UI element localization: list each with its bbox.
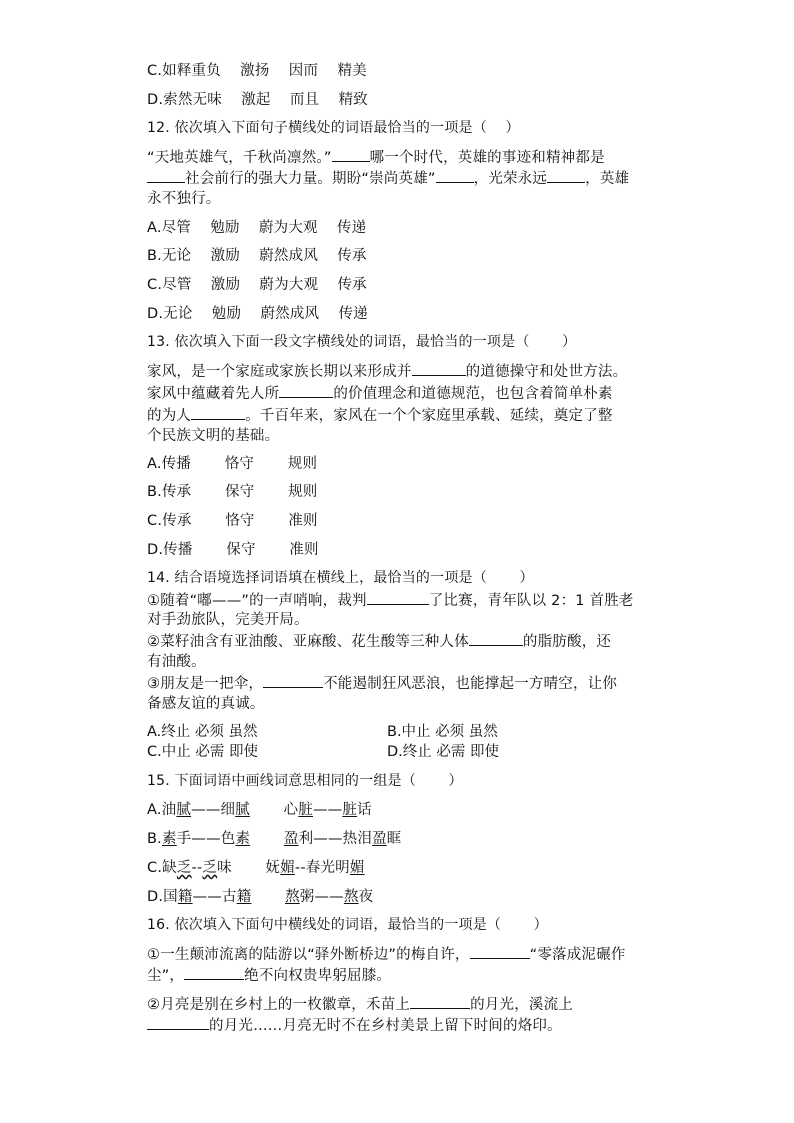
q15-option-a: A.油腻——细腻 心脏——脏话 [147,802,372,818]
answer-blank [436,168,474,183]
q14-stem: 14. 结合语境选择词语填在横线上，最恰当的一项是（ ） [147,570,534,586]
q12-option-a: A.尽管 勉励 蔚为大观 传递 [147,220,367,236]
q15-option-d: D.国籍——古籍 熬粥——熬夜 [147,889,374,905]
answer-blank [469,631,523,646]
answer-blank [332,147,370,162]
q11-option-d: D.索然无味 激起 而且 精致 [147,92,368,108]
q12-stem: 12. 依次填入下面句子横线处的词语最恰当的一项是（ ） [147,120,520,136]
q15-stem: 15. 下面词语中画线词意思相同的一组是（ ） [147,773,463,789]
q13-passage-line1: 家风，是一个家庭或家族长期以来形成并 的道德操守和处世方法。 [147,361,627,382]
answer-blank [184,965,244,980]
q14-option-c: C.中止 必需 即使 [147,744,258,760]
answer-blank [412,361,466,376]
q14-sentence3-line1: ③朋友是一把伞， 不能遏制狂风恶浪，也能撑起一方晴空，让你 [147,673,617,694]
q16-stem: 16. 依次填入下面句中横线处的词语，最恰当的一项是（ ） [147,917,548,933]
q16-sentence2-line1: ②月亮是别在乡村上的一枚徽章，禾苗上 的月光，溪流上 [147,994,573,1015]
q13-option-c: C.传承 恪守 准则 [147,513,318,529]
q13-option-d: D.传播 保守 准则 [147,542,319,558]
answer-blank [547,168,585,183]
q13-passage-line4: 个民族文明的基础。 [147,428,280,444]
answer-blank [191,405,245,420]
answer-blank [147,168,185,183]
q13-passage-line3: 的为人 。千百年来，家风在一个个家庭里承载、延续，奠定了整 [147,405,613,426]
q14-sentence1-line2: 对手劲旅队，完美开局。 [147,612,309,628]
q14-option-a: A.终止 必须 虽然 [147,724,258,740]
q14-sentence2-line1: ②菜籽油含有亚油酸、亚麻酸、花生酸等三种人体 的脂肪酸，还 [147,631,611,652]
q13-passage-line2: 家风中蕴藏着先人所 的价值理念和道德规范，也包含着简单朴素 [147,383,613,404]
q14-sentence1-line1: ①随着“嘟——”的一声哨响，裁判 了比赛，青年队以 2：1 首胜老 [147,590,634,611]
answer-blank [410,994,470,1009]
q14-options-row2 [147,742,499,762]
q14-sentence3-line2: 备感友谊的真诚。 [147,696,265,712]
q16-sentence1-line2: 尘”， 绝不向权贵卑躬屈膝。 [147,965,391,986]
q12-option-c: C.尽管 激励 蔚为大观 传承 [147,277,367,293]
answer-blank [279,383,333,398]
q14-sentence2-line2: 有油酸。 [147,654,206,670]
q13-option-a: A.传播 恪守 规则 [147,456,318,472]
answer-blank [147,1015,209,1030]
q13-stem: 13. 依次填入下面一段文字横线处的词语，最恰当的一项是（ ） [147,334,577,350]
q12-option-d: D.无论 勉励 蔚然成风 传递 [147,306,368,322]
q16-sentence2-line2: 的月光……月亮无时不在乡村美景上留下时间的烙印。 [147,1015,562,1036]
q12-passage-line3: 永不独行。 [147,191,221,207]
q12-passage-line2: 社会前行的强大力量。期盼“崇尚英雄” ，光荣永远 ，英雄 [147,168,629,189]
q16-sentence1-line1: ①一生颠沛流离的陆游以“驿外断桥边”的梅自许， “零落成泥碾作 [147,944,626,965]
q12-passage-line1: “天地英雄气，千秋尚凛然。” 哪一个时代，英雄的事迹和精神都是 [147,147,605,168]
q12-option-b: B.无论 激励 蔚然成风 传承 [147,248,367,264]
q13-option-b: B.传承 保守 规则 [147,484,318,500]
q15-option-c: C.缺乏--乏味 妩媚--春光明媚 [147,860,365,876]
q14-option-d: D.终止 必需 即使 [387,744,499,760]
q14-option-b: B.中止 必须 虽然 [387,724,498,740]
q11-option-c: C.如释重负 激扬 因而 精美 [147,63,367,79]
q15-option-b: B.素手——色素 盈利——热泪盈眶 [147,831,402,847]
answer-blank [470,944,530,959]
answer-blank [263,673,323,688]
q14-options-row1 [147,722,498,742]
answer-blank [367,590,429,605]
